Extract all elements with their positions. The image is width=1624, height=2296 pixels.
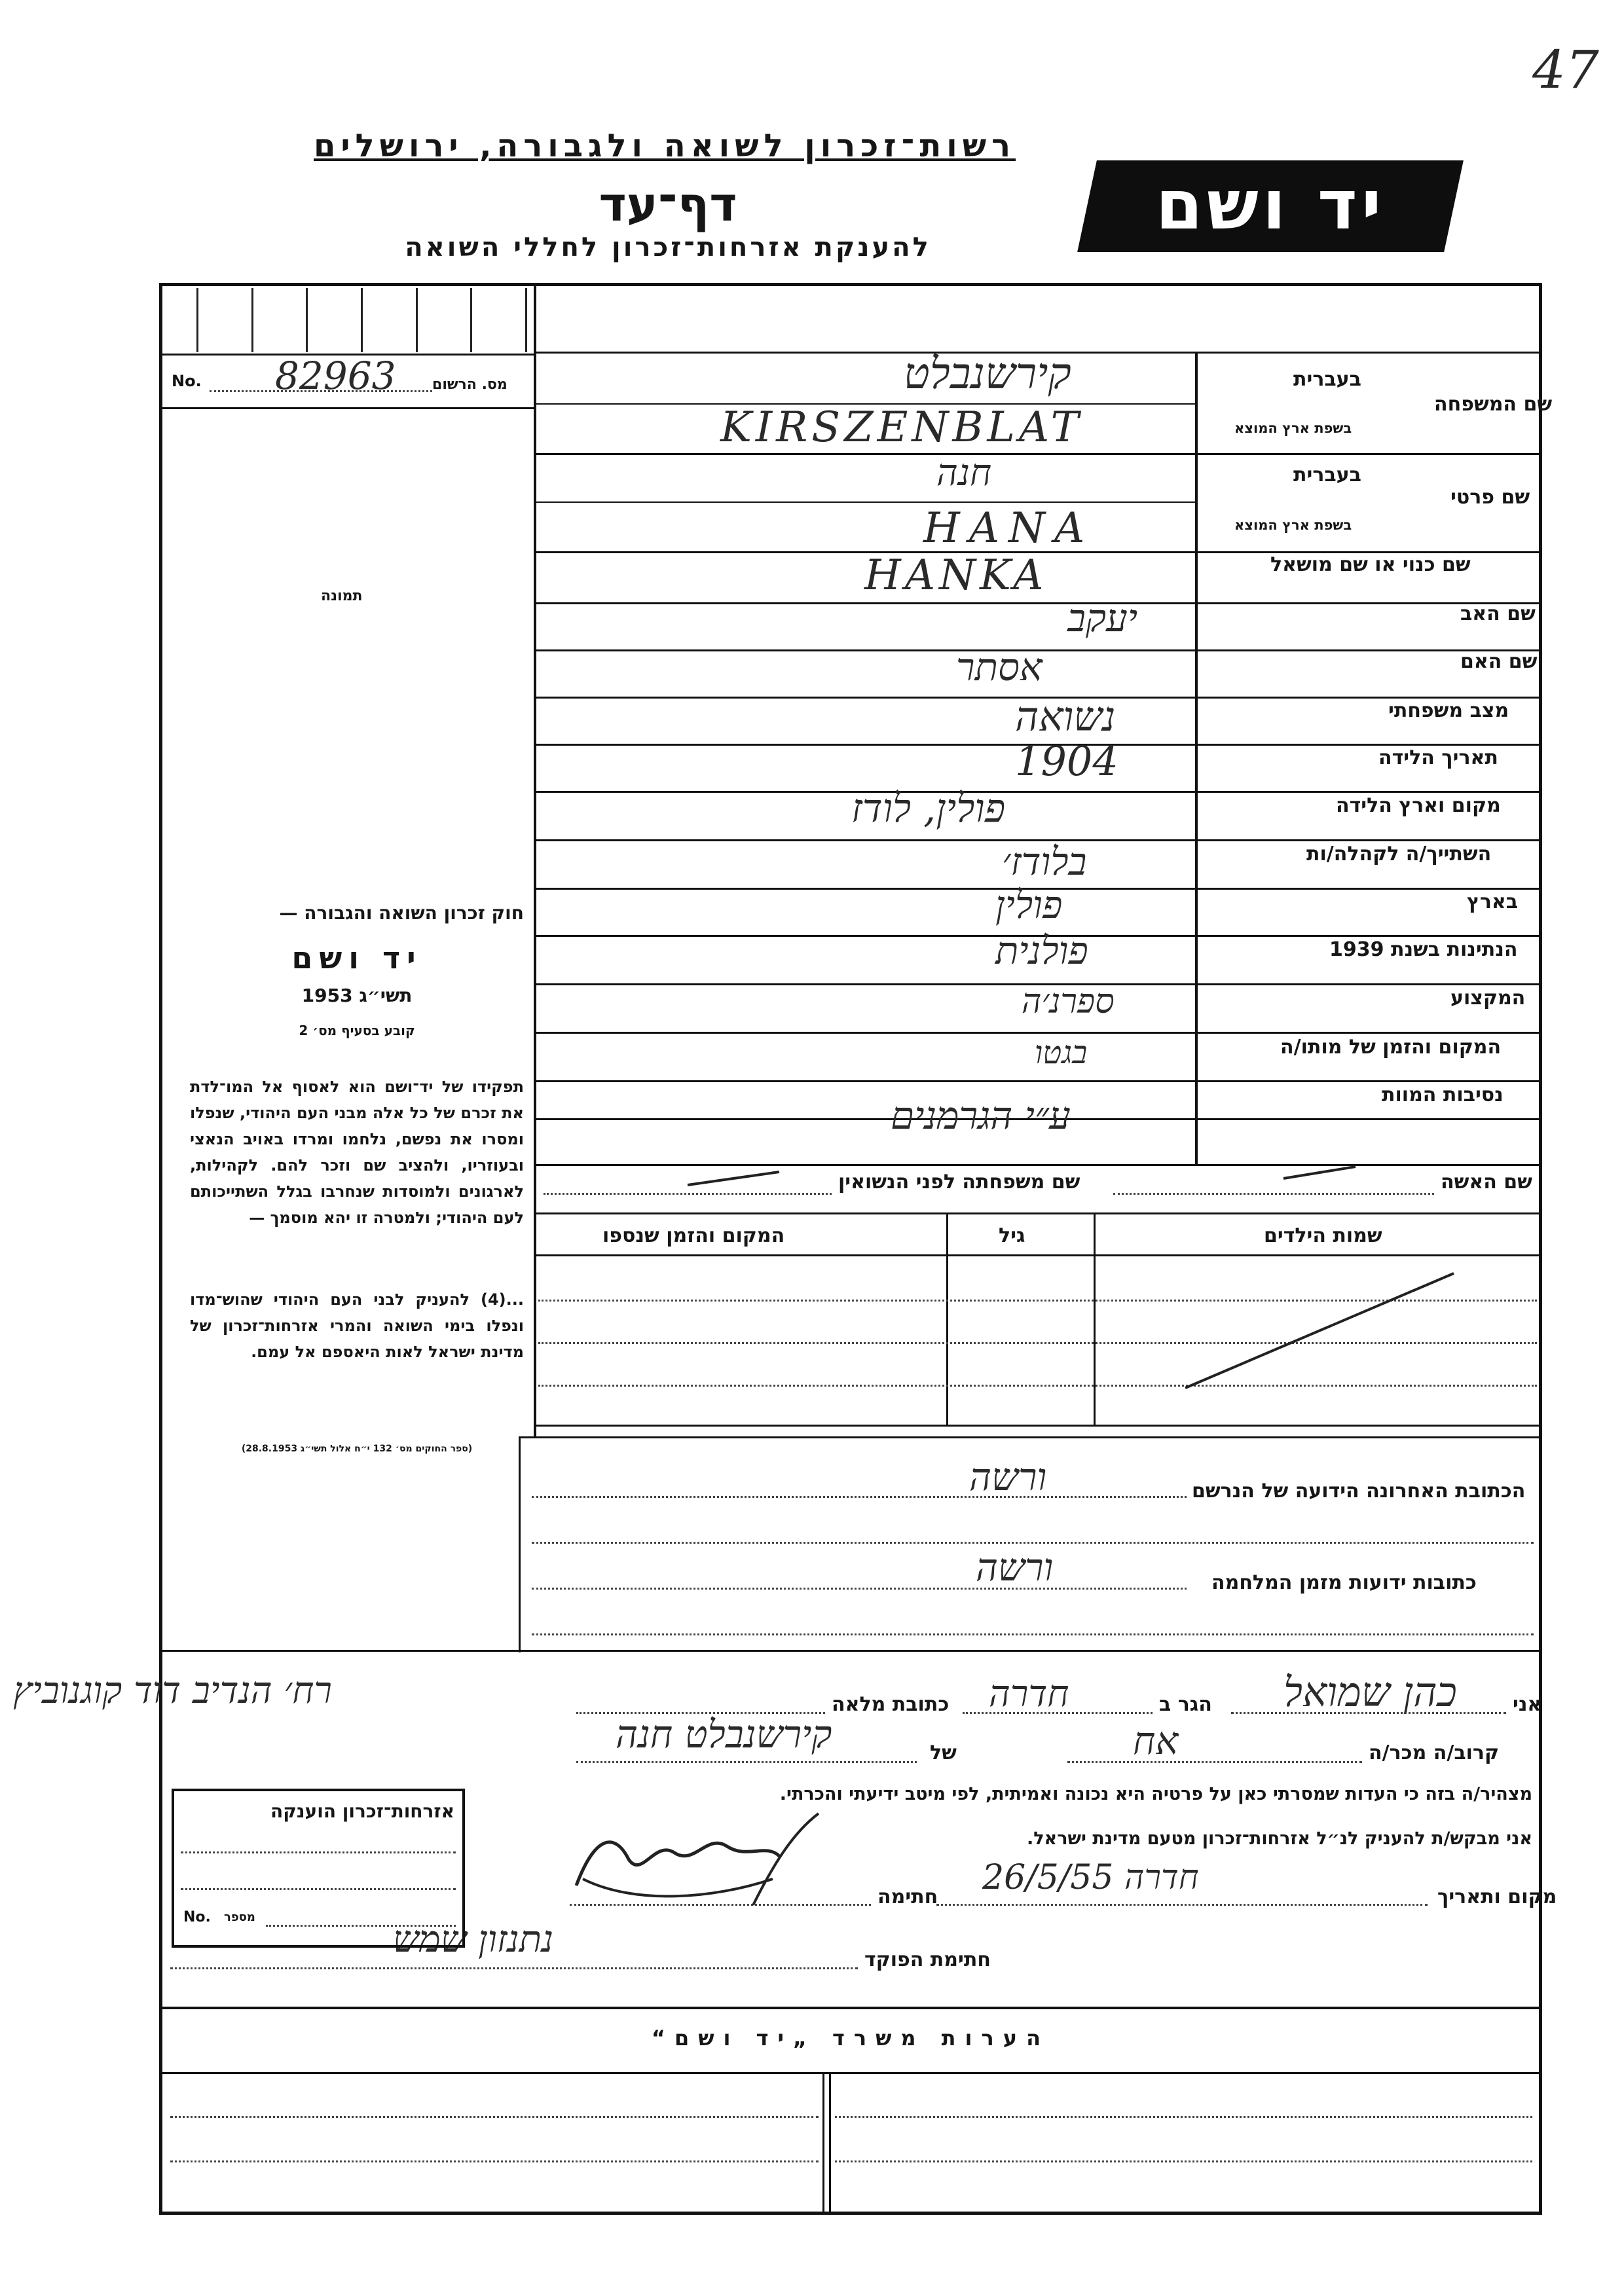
of-value: קירשנבלט חנה: [616, 1712, 832, 1757]
first-name-native-value: HANA: [923, 504, 1094, 553]
country-label: בארץ: [1467, 890, 1519, 913]
resides-label: הגר ב: [1159, 1693, 1212, 1716]
birth-place-label: מקום וארץ הלידה: [1336, 794, 1501, 817]
death-cause-label: נסיבות המוות: [1382, 1084, 1504, 1106]
relation-label: קרוב/ה מכר/ה: [1369, 1741, 1500, 1764]
form-subtitle: להענקת אזרחות־זכרון לחללי השואה: [405, 232, 931, 263]
certificate-title: אזרחות־זכרון הוענקה: [270, 1800, 454, 1822]
law-year: תשי״ג 1953: [301, 985, 413, 1006]
place-time-death-value: בגטו: [1035, 1034, 1088, 1071]
community-value: בלודז׳: [1002, 839, 1087, 884]
marital-status-value: נשואה: [1015, 693, 1116, 740]
father-label: שם האב: [1460, 602, 1536, 625]
full-address-value: רח׳ הנדיב דוד קוגנוביץ: [13, 1669, 332, 1712]
mother-value: אסתר: [956, 645, 1043, 689]
death-cause-value: ע״י הגרמנים: [891, 1093, 1071, 1138]
resides-value: חדרה: [989, 1673, 1069, 1715]
first-name-hebrew-value: חנה: [936, 452, 992, 494]
birth-place-value: פולין, לודז: [851, 786, 1006, 831]
wartime-address-value: ורשה: [976, 1545, 1054, 1590]
statement-1: מצהיר/ה בזה כי העדות שמסרתי כאן על פרטיה היא נכונה ואמיתית, לפי מיטב ידיעתי והכרתי.: [779, 1784, 1532, 1804]
last-known-address-value: ורשה: [969, 1455, 1047, 1499]
children-place-header: המקום והזמן שנספו: [602, 1224, 785, 1247]
place-date-value: חדרה 26/5/55: [982, 1858, 1199, 1897]
father-value: יעקב: [1067, 596, 1138, 640]
authority-title: רשות־זכרון לשואה ולגבורה, ירושלים: [313, 128, 1016, 164]
country-value: פולין: [995, 883, 1063, 927]
law-paragraph-2: ...(4) להעניק לבני העם היהודי שהוש־מדו ונפלו בימי השואה והמרי אזרחות־זכרון של מדינת ישראל לאות היאספם אל עמם.: [190, 1290, 524, 1361]
children-age-header: גיל: [999, 1224, 1025, 1247]
wife-label: שם האשה: [1441, 1171, 1532, 1194]
wartime-address-label: כתובות ידועות מזמן המלחמה: [1211, 1571, 1477, 1594]
relation-value: אח: [1133, 1719, 1179, 1763]
declarant-name: כהן שמואל: [1283, 1668, 1457, 1716]
law-name: יד ושם: [291, 940, 422, 975]
declarant-signature: [557, 1807, 832, 1912]
children-names-header: שמות הילדים: [1264, 1224, 1382, 1247]
registration-prefix: No.: [172, 372, 202, 390]
officer-signature-value: נתנזון שמש: [393, 1918, 554, 1961]
children-strike-line: [1166, 1260, 1480, 1404]
last-known-address-label: הכתובת האחרונה הידועה של הנרשם: [1192, 1480, 1526, 1503]
citizenship-label: הנתינות בשנת 1939: [1329, 938, 1518, 961]
place-date-label: מקום ותאריך: [1437, 1886, 1557, 1908]
corner-note: 47: [1532, 39, 1599, 100]
certificate-number-label: מספר: [224, 1910, 255, 1924]
maiden-name-label: שם משפחתה לפני הנשואין: [838, 1171, 1080, 1194]
of-label: של: [930, 1741, 957, 1764]
first-name-label: שם פרטי: [1450, 486, 1530, 509]
law-citation: (ספר החוקים מס׳ 132 י״ח אלול תשי״ג 28.8.1953): [241, 1444, 473, 1454]
declaration-ani: אני: [1513, 1693, 1542, 1716]
office-notes-title: הערות משרד „יד ושם“: [651, 2026, 1050, 2050]
certificate-no-prefix: No.: [183, 1909, 211, 1925]
registration-boxes: [196, 288, 527, 352]
first-name-hebrew-label: בעברית: [1293, 464, 1361, 486]
law-paragraph-1: תפקידו של יד־ושם הוא לאסוף אל המו־לדת את זכרם של כל אלה מבני העם היהודי, שנפלו ומסרו את נפשם, נלחמו ומרדו באויב הנאצי ובעוזריו, ולהציב שם וזכר להם. לקהילות, לארגונים ולמוסדות שנחרבו בגלל השתייכותם לעם היהודי; ולמטרה זו יהא מוסמך —: [190, 1078, 524, 1227]
profession-value: ספרנ׳ה: [1022, 982, 1115, 1021]
certificate-box: [172, 1789, 465, 1948]
family-name-label: שם המשפחה: [1434, 393, 1553, 416]
birth-date-value: 1904: [1015, 737, 1118, 785]
form-title: דף־עד: [599, 177, 737, 232]
law-title: חוק זכרון השואה והגבורה —: [279, 902, 524, 924]
law-section: קובע בסעיף מס׳ 2: [299, 1023, 415, 1038]
officer-signature-label: חתימת הפוקד: [864, 1948, 991, 1971]
nickname-value: HANKA: [864, 551, 1048, 600]
mother-label: שם האם: [1460, 650, 1538, 673]
nickname-label: שם כנוי או שם מושאל: [1270, 553, 1471, 576]
family-name-hebrew-label: בעברית: [1293, 368, 1361, 391]
photo-label: תמונה: [321, 588, 363, 604]
place-time-death-label: המקום והזמן של מותו/ה: [1280, 1036, 1502, 1059]
profession-label: המקצוע: [1450, 987, 1526, 1010]
registration-number: 82963: [275, 354, 396, 398]
family-name-native-value: KIRSZENBLAT: [720, 403, 1083, 452]
yad-vashem-logo: יד ושם: [1155, 165, 1386, 245]
full-address-label: כתובת מלאה: [832, 1693, 950, 1716]
family-name-hebrew-value: קירשנבלט: [904, 348, 1071, 399]
statement-2: אני מבקש/ת להעניק לנ״ל אזרחות־זכרון מטעם מדינת ישראל.: [1026, 1829, 1532, 1849]
community-label: השתייך/ה לקהלה/ות: [1306, 843, 1492, 866]
birth-date-label: תאריך הלידה: [1378, 746, 1498, 769]
registration-label: מס. הרשום: [432, 376, 507, 393]
family-name-native-label: בשפת ארץ המוצא: [1234, 420, 1352, 436]
spouse-dash-marks: [681, 1159, 1506, 1198]
marital-status-label: מצב משפחתי: [1388, 699, 1509, 722]
first-name-native-label: בשפת ארץ המוצא: [1234, 517, 1352, 533]
signature-label: חתימה: [877, 1886, 938, 1908]
citizenship-value: פולנית: [995, 928, 1088, 973]
